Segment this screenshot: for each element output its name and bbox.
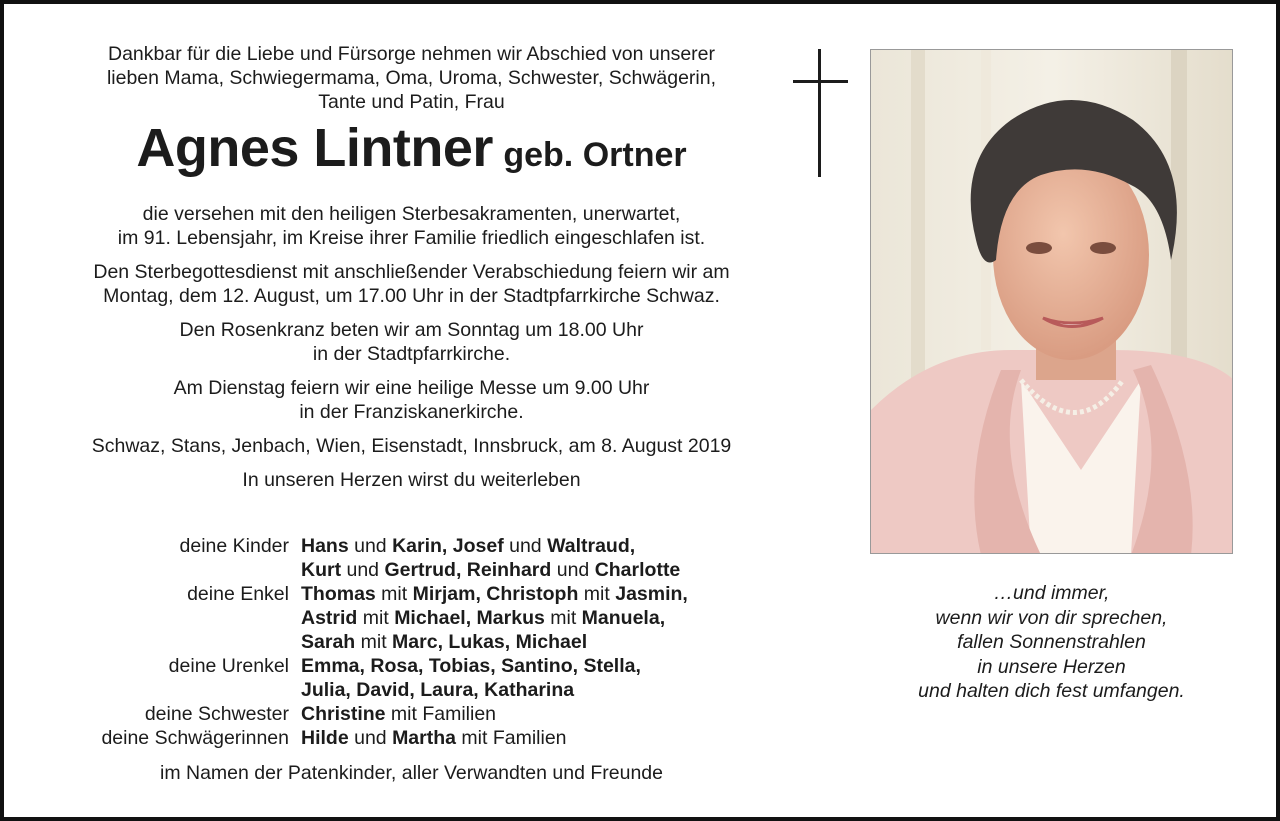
family-member-name: Thomas	[301, 583, 376, 605]
passing-line-1: die versehen mit den heiligen Sterbesakramenten, unerwartet,	[142, 203, 681, 225]
family-names	[301, 630, 779, 654]
family-names	[301, 678, 779, 702]
family-row	[44, 654, 779, 678]
family-connector: und	[348, 727, 393, 749]
closing-line: im Namen der Patenkinder, aller Verwandten und Freunde	[160, 762, 663, 784]
family-member-name: Hans	[301, 535, 349, 557]
family-relation-label: deine Urenkel	[168, 655, 289, 677]
closing-quote	[870, 581, 1233, 704]
family-row	[44, 558, 779, 582]
family-member-name: Marc, Lukas, Michael	[392, 631, 588, 653]
family-relation-label	[44, 630, 301, 654]
family-names	[301, 702, 779, 726]
portrait-image	[871, 50, 1233, 554]
family-member-name: Kurt	[301, 559, 342, 581]
family-row	[44, 630, 779, 654]
intro-line-1: Dankbar für die Liebe und Fürsorge nehmen wir Abschied von unserer	[107, 43, 715, 65]
family-row	[44, 726, 779, 750]
family-member-name: Michael, Markus	[394, 607, 545, 629]
family-names	[301, 726, 779, 750]
family-connector: und	[348, 535, 393, 557]
family-connector: mit	[544, 607, 582, 629]
family-relation-label: deine Kinder	[179, 535, 289, 557]
family-connector: mit	[357, 607, 395, 629]
family-connector: mit	[355, 631, 393, 653]
deceased-birth-name: geb. Ortner	[503, 136, 687, 174]
family-row	[44, 702, 779, 726]
place-date-line: Schwaz, Stans, Jenbach, Wien, Eisenstadt, Innsbruck, am 8. August 2019	[91, 435, 732, 457]
family-member-name: Sarah	[301, 631, 356, 653]
quote-line-5: und halten dich fest umfangen.	[918, 680, 1185, 702]
family-relation-label: deine Schwester	[144, 703, 289, 725]
family-names	[301, 534, 779, 558]
family-names	[301, 654, 779, 678]
quote-line-2: wenn wir von dir sprechen,	[935, 606, 1168, 629]
family-relation-label	[44, 558, 301, 582]
family-row	[44, 678, 779, 702]
family-connector: mit Familien	[385, 703, 497, 725]
deceased-name	[44, 118, 779, 192]
remembrance-line: In unseren Herzen wirst du weiterleben	[242, 469, 581, 491]
family-member-name: Emma, Rosa, Tobias, Santino, Stella,	[301, 655, 641, 677]
family-member-name: Karin, Josef	[392, 535, 504, 557]
family-connector: und	[341, 559, 385, 581]
family-connector: mit	[375, 583, 413, 605]
family-connector: und	[551, 559, 595, 581]
quote-line-3: fallen Sonnenstrahlen	[957, 631, 1146, 653]
family-member-name: Julia, David, Laura, Katharina	[301, 679, 575, 701]
family-relation-label	[44, 606, 301, 630]
family-member-name: Christine	[301, 703, 386, 725]
cross-vertical-bar	[818, 49, 821, 177]
intro-line-2: lieben Mama, Schwiegermama, Oma, Uroma, Schwester, Schwägerin,	[106, 67, 717, 89]
passing-line-2: im 91. Lebensjahr, im Kreise ihrer Familie friedlich eingeschlafen ist.	[117, 227, 706, 249]
main-column	[44, 42, 779, 492]
family-member-name: Astrid	[301, 607, 358, 629]
family-row	[44, 606, 779, 630]
family-names	[301, 606, 779, 630]
family-connector: mit Familien	[456, 727, 567, 749]
family-relation-label	[44, 678, 301, 702]
family-member-name: Charlotte	[594, 559, 681, 581]
family-member-name: Gertrud, Reinhard	[384, 559, 552, 581]
family-connector: und	[503, 535, 548, 557]
family-row	[44, 534, 779, 558]
family-names	[301, 558, 779, 582]
rosary-line-1: Den Rosenkranz beten wir am Sonntag um 18.00 Uhr	[179, 319, 644, 341]
quote-line-1: …und immer,	[993, 582, 1110, 604]
intro-line-3: Tante und Patin, Frau	[318, 91, 505, 113]
family-connector: mit	[578, 583, 616, 605]
portrait-photo	[870, 49, 1233, 554]
family-member-name: Mirjam, Christoph	[412, 583, 579, 605]
family-member-name: Hilde	[301, 727, 349, 749]
mass-line-1: Am Dienstag feiern wir eine heilige Messe um 9.00 Uhr	[173, 377, 650, 399]
rosary-line-2: in der Stadtpfarrkirche.	[312, 343, 511, 365]
family-row	[44, 582, 779, 606]
family-relation-label: deine Schwägerinnen	[101, 727, 289, 749]
family-names	[301, 582, 779, 606]
family-member-name: Martha	[392, 727, 456, 749]
family-member-name: Waltraud,	[547, 535, 636, 557]
cross-icon	[793, 49, 848, 179]
cross-horizontal-bar	[793, 80, 848, 83]
funeral-line-1: Den Sterbegottesdienst mit anschließender Verabschiedung feiern wir am	[93, 261, 730, 283]
family-member-name: Manuela,	[581, 607, 666, 629]
family-member-name: Jasmin,	[615, 583, 688, 605]
funeral-line-2: Montag, dem 12. August, um 17.00 Uhr in der Stadtpfarrkirche Schwaz.	[103, 285, 720, 307]
deceased-full-name: Agnes Lintner	[136, 118, 493, 178]
quote-line-4: in unsere Herzen	[977, 655, 1126, 678]
family-list	[44, 534, 779, 750]
mass-line-2: in der Franziskanerkirche.	[299, 401, 524, 423]
family-relation-label: deine Enkel	[187, 583, 289, 605]
